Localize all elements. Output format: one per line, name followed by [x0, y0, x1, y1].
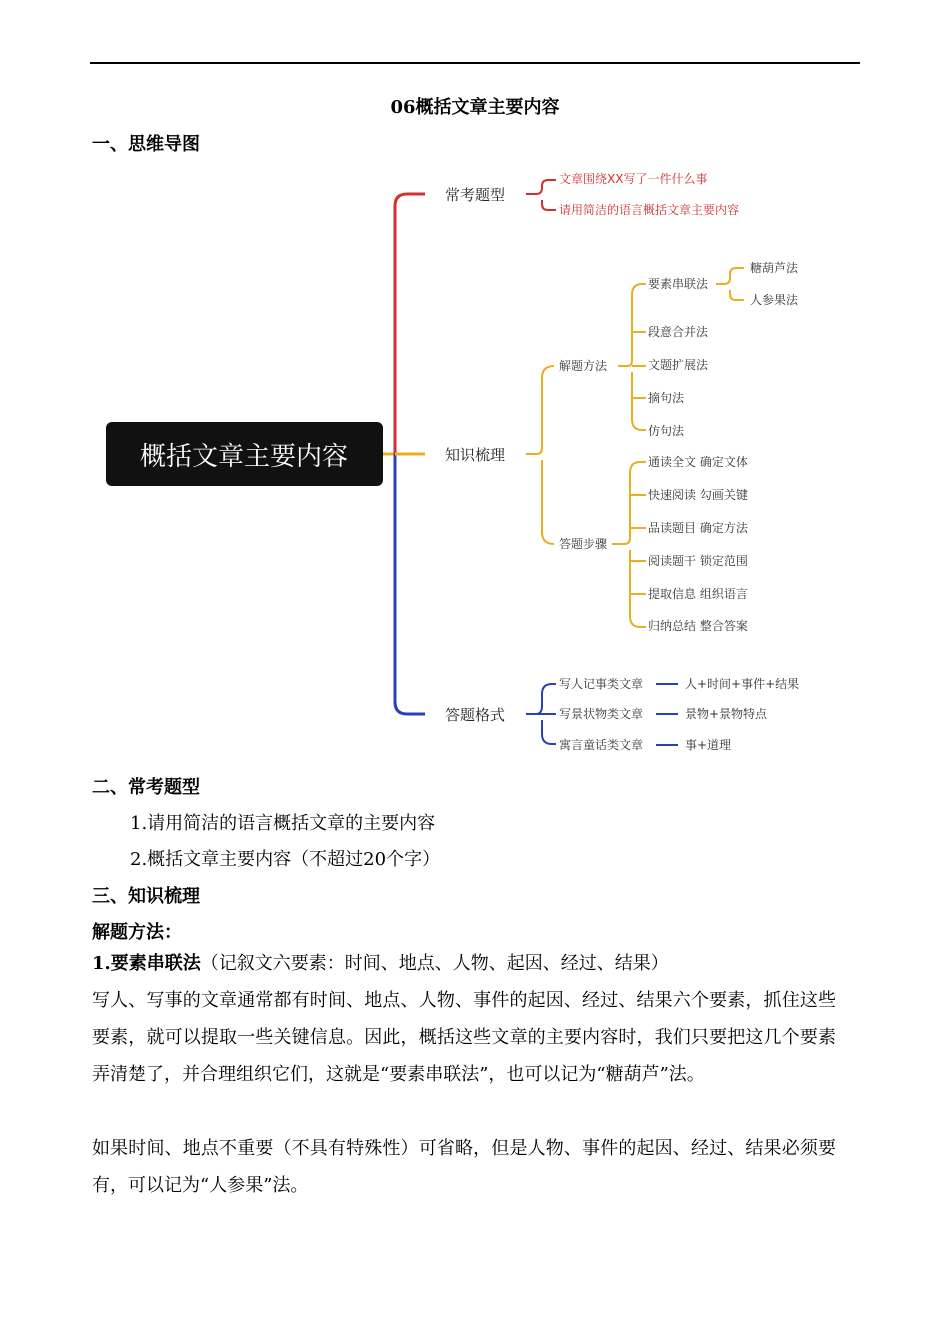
branch-format: 答题格式 [445, 706, 506, 724]
section-knowledge-heading: 三、知识梳理 [92, 886, 200, 907]
types-item-2: 请用简洁的语言概括文章主要内容 [559, 203, 740, 217]
question-type-2: 2.概括文章主要内容（不超过20个字） [130, 849, 441, 870]
method-1-title: 1.要素串联法 [92, 953, 201, 974]
step-3: 品读题目 确定方法 [648, 521, 748, 535]
format-formula-1: 人+时间+事件+结果 [685, 677, 800, 691]
element-sub-2: 人参果法 [750, 293, 799, 307]
method-2: 段意合并法 [648, 325, 709, 339]
mind-map [90, 160, 850, 760]
branch-types: 常考题型 [445, 186, 506, 204]
step-6: 归纳总结 整合答案 [648, 619, 748, 633]
method-4: 摘句法 [648, 391, 685, 405]
methods-label: 解题方法 [559, 359, 608, 373]
doc-title: 06概括文章主要内容 [390, 97, 560, 118]
root-label: 概括文章主要内容 [139, 442, 349, 472]
step-1: 通读全文 确定文体 [648, 455, 748, 469]
step-4: 阅读题干 锁定范围 [648, 554, 748, 568]
paragraph-2: 如果时间、地点不重要（不具有特殊性）可省略，但是人物、事件的起因、经过、结果必须要有，可以记为“人参果”法。 [92, 1138, 836, 1196]
method-1-note: （记叙文六要素：时间、地点、人物、起因、经过、结果） [200, 953, 669, 974]
branch-line-types [395, 194, 425, 454]
method-1: 要素串联法 [648, 277, 709, 291]
format-type-3: 寓言童话类文章 [559, 738, 644, 752]
question-type-1: 1.请用简洁的语言概括文章的主要内容 [130, 813, 436, 834]
format-type-2: 写景状物类文章 [559, 707, 644, 721]
header-rule [90, 62, 860, 64]
methods-heading: 解题方法： [92, 922, 182, 943]
method-1-heading [92, 946, 836, 982]
step-5: 提取信息 组织语言 [648, 587, 748, 601]
format-type-1: 写人记事类文章 [559, 677, 644, 691]
section-types-heading: 二、常考题型 [92, 777, 200, 798]
branch-line-format [395, 454, 425, 714]
method-5: 仿句法 [648, 424, 685, 438]
element-sub-1: 糖葫芦法 [750, 261, 799, 275]
method-3: 文题扩展法 [648, 358, 709, 372]
format-formula-2: 景物+景物特点 [685, 707, 768, 721]
step-2: 快速阅读 勾画关键 [648, 488, 748, 502]
format-formula-3: 事+道理 [685, 738, 732, 752]
section-mindmap-heading: 一、思维导图 [92, 134, 200, 155]
paragraph-1: 写人、写事的文章通常都有时间、地点、人物、事件的起因、经过、结果六个要素，抓住这些要素，就可以提取一些关键信息。因此，概括这些文章的主要内容时，我们只要把这几个要素弄清楚了，并合理组织它们，这就是“要素串联法”，也可以记为“糖葫芦”法。 [92, 990, 836, 1085]
types-item-1: 文章围绕XX写了一件什么事 [559, 172, 708, 186]
steps-label: 答题步骤 [559, 537, 608, 551]
branch-knowledge: 知识梳理 [445, 446, 506, 464]
